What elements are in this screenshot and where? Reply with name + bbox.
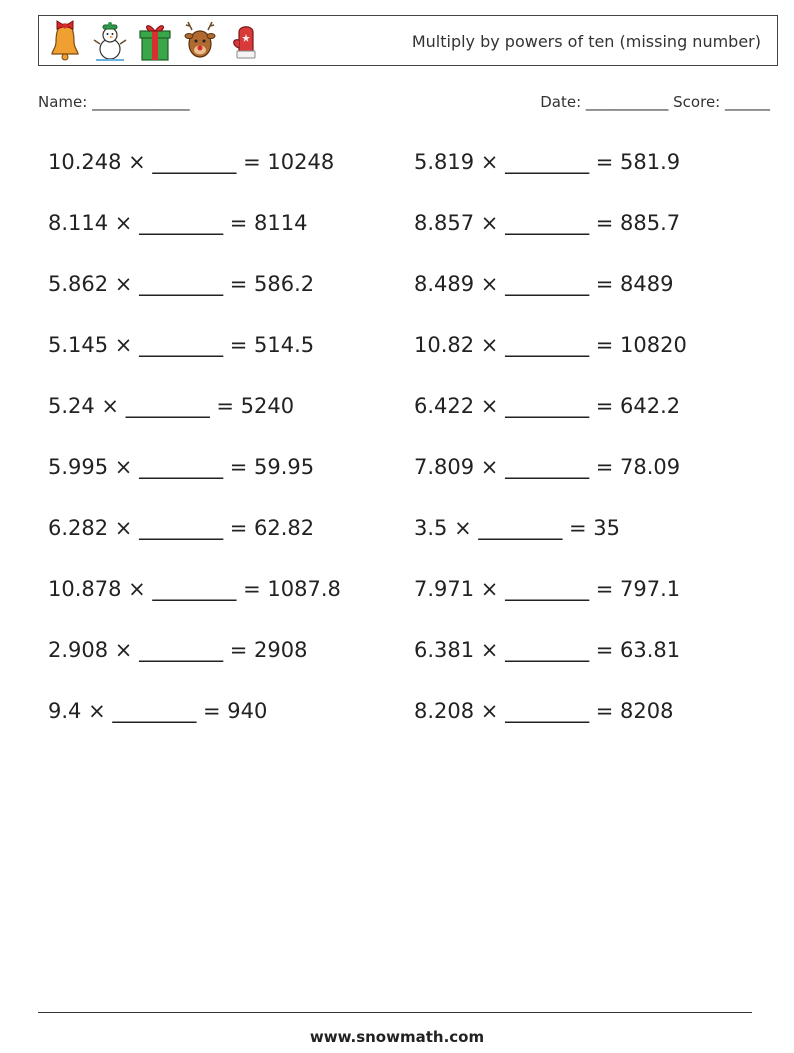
snowman-icon [92,20,128,62]
problem-right-1: 5.819 × ________ = 581.9 [414,150,681,174]
problem-right-6: 7.809 × ________ = 78.09 [414,455,681,479]
problem-left-7: 6.282 × ________ = 62.82 [48,516,315,540]
footer-site: www.snowmath.com [309,1028,485,1046]
problem-right-7: 3.5 × ________ = 35 [414,516,621,540]
problem-right-10: 8.208 × ________ = 8208 [414,699,674,723]
worksheet-title: Multiply by powers of ten (missing number) [411,32,761,51]
bell-icon [47,20,83,62]
problem-left-2: 8.114 × ________ = 8114 [48,211,308,235]
problem-right-4: 10.82 × ________ = 10820 [414,333,687,357]
problem-left-1: 10.248 × ________ = 10248 [48,150,335,174]
problem-right-3: 8.489 × ________ = 8489 [414,272,674,296]
reindeer-icon [182,20,218,62]
problem-right-8: 7.971 × ________ = 797.1 [414,577,681,601]
problem-right-2: 8.857 × ________ = 885.7 [414,211,681,235]
icon-strip [47,20,263,62]
footer-divider [38,1012,752,1013]
problem-left-6: 5.995 × ________ = 59.95 [48,455,315,479]
problem-right-5: 6.422 × ________ = 642.2 [414,394,681,418]
problem-left-5: 5.24 × ________ = 5240 [48,394,295,418]
mitten-icon [227,20,263,62]
problem-right-9: 6.381 × ________ = 63.81 [414,638,681,662]
header-box [38,15,778,66]
problem-left-10: 9.4 × ________ = 940 [48,699,268,723]
problem-left-3: 5.862 × ________ = 586.2 [48,272,315,296]
problem-left-4: 5.145 × ________ = 514.5 [48,333,315,357]
problem-left-9: 2.908 × ________ = 2908 [48,638,308,662]
date-score-field: Date: ___________ Score: ______ [540,93,770,111]
name-field: Name: _____________ [38,93,190,111]
gift-icon [137,20,173,62]
problem-left-8: 10.878 × ________ = 1087.8 [48,577,341,601]
